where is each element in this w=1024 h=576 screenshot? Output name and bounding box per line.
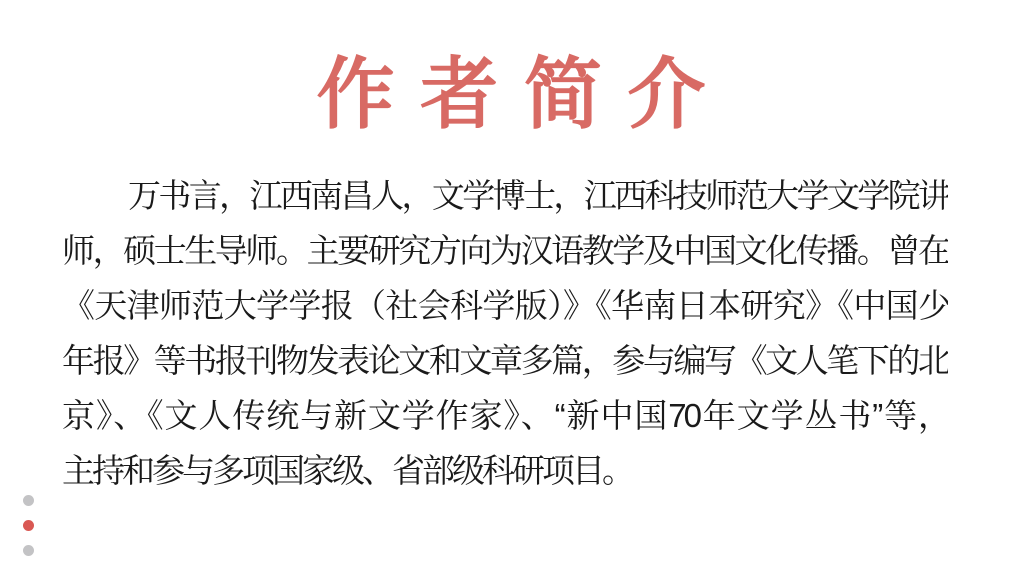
pagination-dot-inactive <box>23 545 34 556</box>
slide-title: 作 者 简 介 <box>316 50 708 138</box>
author-bio-paragraph <box>62 168 948 498</box>
bio-line: 主持和参与多项国家级、省部级科研项目。 <box>62 452 632 489</box>
pagination-dot-inactive <box>23 495 34 506</box>
bio-line: 京》、《文人传统与新文学作家》、“新中国70年文学丛书”等， <box>62 397 948 434</box>
bio-line: 《天津师范大学学报（社会科学版）》《华南日本研究》《中国少 <box>62 287 948 324</box>
pagination-dots <box>23 495 34 556</box>
pagination-dot-active <box>23 520 34 531</box>
bio-line: 年报》等书报刊物发表论文和文章多篇，参与编写《文人笔下的北 <box>62 342 948 379</box>
bio-line: 万书言，江西南昌人，文学博士，江西科技师范大学文学院讲 <box>128 177 948 214</box>
bio-line: 师，硕士生导师。主要研究方向为汉语教学及中国文化传播。曾在 <box>62 232 948 269</box>
